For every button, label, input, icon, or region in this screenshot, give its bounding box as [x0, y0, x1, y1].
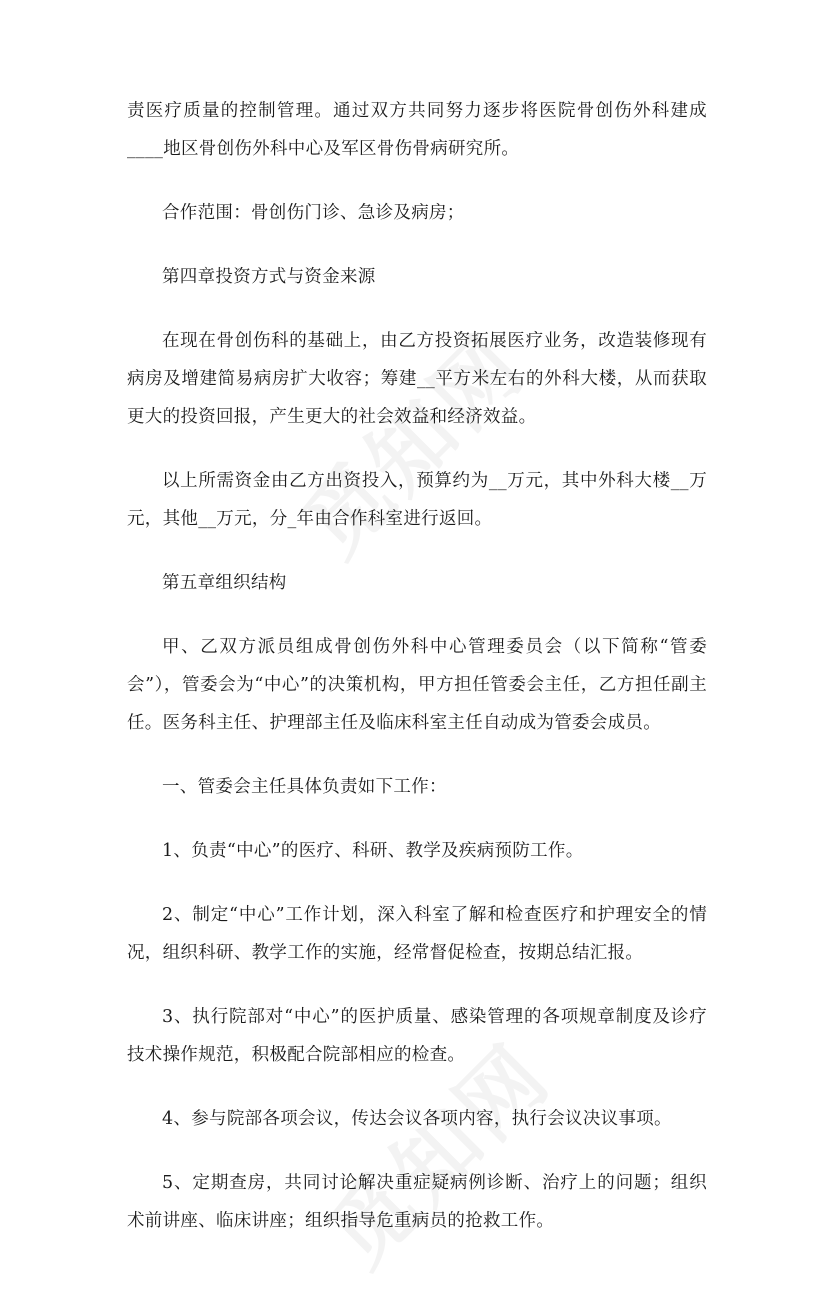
paragraph-continuation: 责医疗质量的控制管理。通过双方共同努力逐步将医院骨创伤外科建成____地区骨创伤外科中心及军区骨伤骨病研究所。 — [127, 101, 707, 159]
chapter-four-heading: 第四章投资方式与资金来源 — [162, 267, 376, 287]
chapter-five-heading: 第五章组织结构 — [162, 573, 287, 593]
paragraph-cooperation-scope: 合作范围：骨创伤门诊、急诊及病房； — [162, 203, 465, 223]
list-item-duty-4: 4、参与院部各项会议，传达会议各项内容，执行会议决议事项。 — [162, 1109, 672, 1129]
paragraph-investment: 在现在骨创伤科的基础上，由乙方投资拓展医疗业务，改造装修现有病房及增建简易病房扩大收容；筹建__平方米左右的外科大楼，从而获取更大的投资回报，产生更大的社会效益和经济效益。 — [127, 331, 707, 427]
paragraph-committee: 甲、乙双方派员组成骨创伤外科中心管理委员会（以下简称“管委会”），管委会为“中心”的决策机构，甲方担任管委会主任，乙方担任副主任。医务科主任、护理部主任及临床科室主任自动成为管委会成员。 — [127, 637, 707, 733]
list-item-duty-5: 5、定期查房，共同讨论解决重症疑病例诊断、治疗上的问题；组织术前讲座、临床讲座；组织指导危重病员的抢救工作。 — [127, 1173, 707, 1231]
paragraph-funding: 以上所需资金由乙方出资投入，预算约为__万元，其中外科大楼__万元，其他__万元，分_年由合作科室进行返回。 — [127, 471, 707, 529]
list-item-duty-2: 2、制定“中心”工作计划，深入科室了解和检查医疗和护理安全的情况，组织科研、教学工作的实施，经常督促检查，按期总结汇报。 — [127, 905, 707, 963]
paragraph-director-duties-intro: 一、管委会主任具体负责如下工作： — [162, 777, 447, 797]
list-item-duty-1: 1、负责“中心”的医疗、科研、教学及疾病预防工作。 — [162, 841, 584, 861]
list-item-duty-3: 3、执行院部对“中心”的医护质量、感染管理的各项规章制度及诊疗技术操作规范，积极配合院部相应的检查。 — [127, 1007, 707, 1065]
document-body — [127, 92, 707, 1266]
